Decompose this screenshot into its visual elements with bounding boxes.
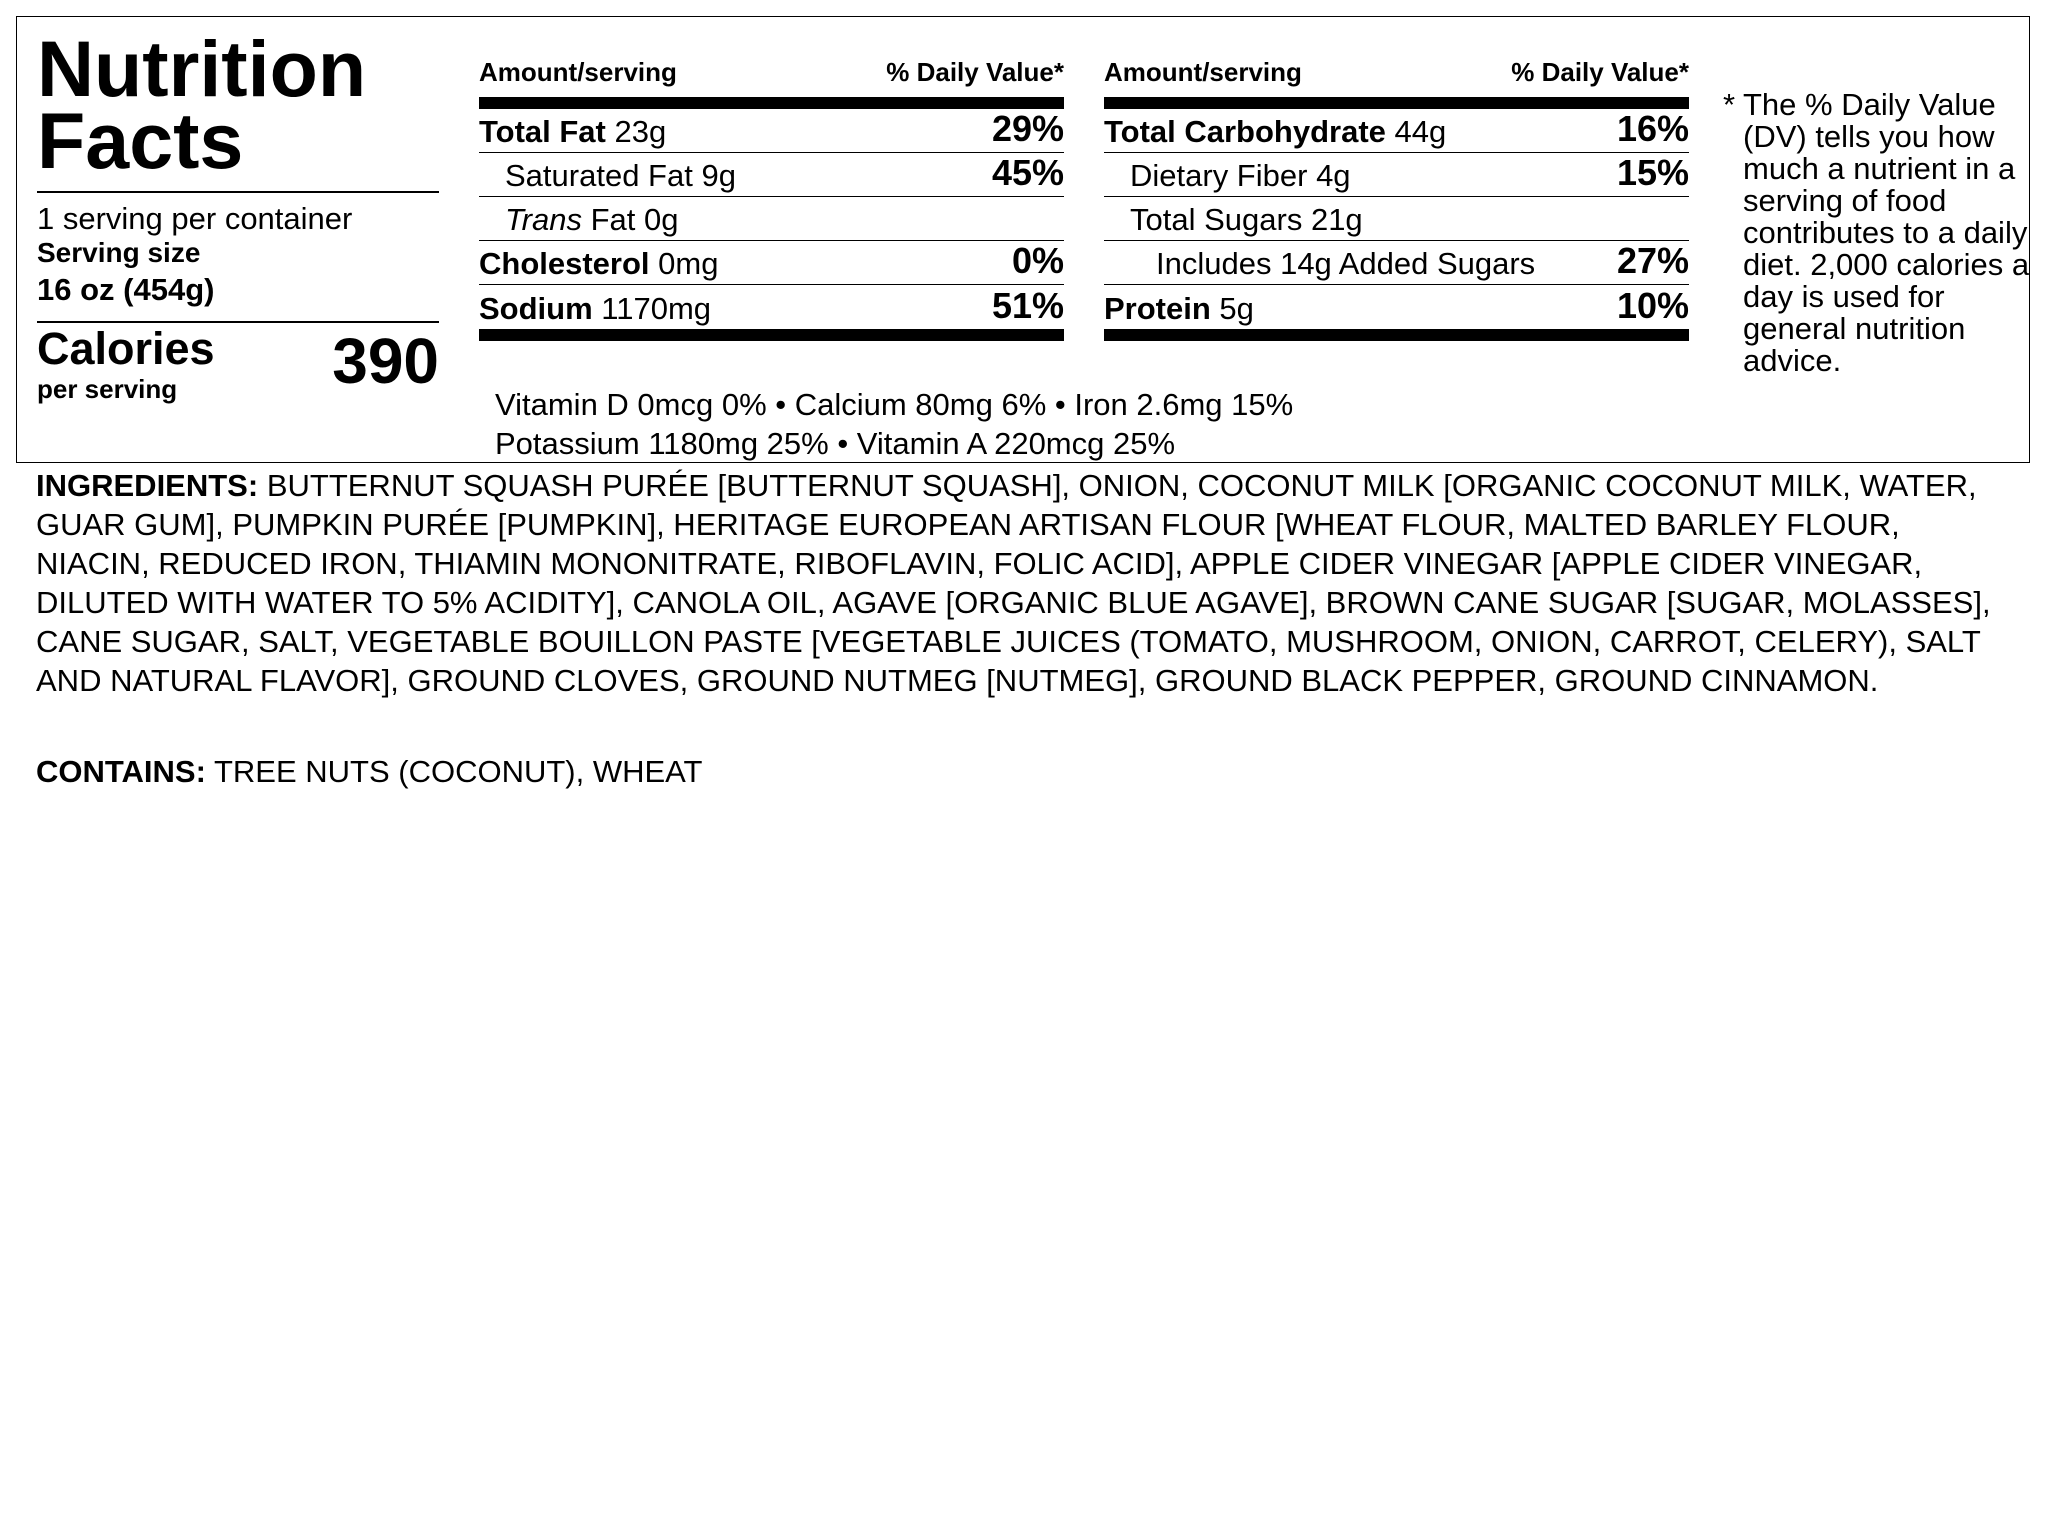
vitamins-line-2: Potassium 1180mg 25% • Vitamin A 220mcg 25% [495,426,1176,461]
nutrient-row-trans-fat [479,197,1064,241]
ingredients-label: INGREDIENTS: [36,468,259,503]
daily-value-header: % Daily Value* [1511,57,1689,87]
thick-bar [1104,329,1689,341]
nutrition-label [16,16,2030,463]
nutrient-dv: 16% [1616,108,1689,149]
nutrient-row-saturated-fat [479,153,1064,197]
nutrient-name-italic: Trans [505,202,582,237]
vitamins-minerals [495,385,1395,463]
nutrient-column-left [479,57,1064,341]
calories-value: 390 [332,325,439,397]
servings-per-container: 1 serving per container [37,201,353,236]
thick-bar [479,329,1064,341]
footnote-text: The % Daily Value (DV) tells you how much a nutrient in a serving of food contributes to a daily diet. 2,000 calories a day is used for general nutrition advice. [1743,87,2030,378]
nutrient-amount: 21g [1310,202,1363,237]
title-line-2: Facts [37,96,244,185]
thick-bar [479,97,1064,109]
nutrient-amount: 0mg [658,246,719,281]
amount-serving-header: Amount/serving [479,57,677,87]
nutrient-amount: 4g [1316,158,1351,193]
serving-size-label: Serving size [37,237,201,268]
nutrient-name: Total Fat [479,114,606,149]
ingredients-statement [36,466,2016,700]
nutrient-name: Cholesterol [479,246,650,281]
footnote-asterisk: * [1723,87,1736,122]
allergen-statement [36,752,2016,791]
nutrient-name: Total Carbohydrate [1104,114,1386,149]
nutrient-row-cholesterol [479,241,1064,285]
nutrient-name: Sodium [479,291,593,326]
serving-size-value: 16 oz (454g) [37,272,215,307]
calories-label: Calories [37,323,215,374]
nutrient-dv: 0% [1011,240,1064,281]
nutrient-row-dietary-fiber [1104,153,1689,197]
nutrient-dv: 51% [991,285,1064,326]
vitamins-line-1: Vitamin D 0mcg 0% • Calcium 80mg 6% • Iron 2.6mg 15% [495,387,1294,422]
nutrient-amount: 0g [644,202,679,237]
nutrient-row-total-carbohydrate [1104,109,1689,153]
nutrient-row-total-fat [479,109,1064,153]
title-line-1: Nutrition [37,24,367,113]
nutrient-name: Saturated Fat [505,158,693,193]
nutrient-amount: 9g [701,158,736,193]
nutrient-amount: 23g [614,114,667,149]
column-header [479,57,1064,97]
nutrient-name: Dietary Fiber [1130,158,1308,193]
nutrient-row-total-sugars [1104,197,1689,241]
contains-text: TREE NUTS (COCONUT), WHEAT [213,754,703,789]
nutrient-name: Protein [1104,291,1211,326]
nutrient-row-added-sugars [1104,241,1689,285]
nutrient-row-protein [1104,285,1689,329]
amount-serving-header: Amount/serving [1104,57,1302,87]
thick-bar [1104,97,1689,109]
nutrient-dv: 10% [1616,285,1689,326]
calories-per-serving: per serving [37,374,178,404]
nutrient-amount: 44g [1394,114,1447,149]
nutrient-column-right [1104,57,1689,341]
ingredients-text: BUTTERNUT SQUASH PURÉE [BUTTERNUT SQUASH], ONION, COCONUT MILK [ORGANIC COCONUT MILK, WATER, GUAR GUM], PUMPKIN PURÉE [PUMPKIN], HERITAGE EUROPEAN ARTISAN FLOUR [WHEAT FLOUR, MALTED BARLEY FLOUR, NIACIN, REDUCED IRON, THIAMIN MONONITRATE, RIBOFLAVIN, FOLIC ACID], APPLE CIDER VINEGAR [APPLE CIDER VINEGAR, DILUTED WITH WATER TO 5% ACIDITY], CANOLA OIL, AGAVE [ORGANIC BLUE AGAVE], BROWN CANE SUGAR [SUGAR, MOLASSES], CANE SUGAR, SALT, VEGETABLE BOUILLON PASTE [VEGETABLE JUICES (TOMATO, MUSHROOM, ONION, CARROT, CELERY), SALT AND NATURAL FLAVOR], GROUND CLOVES, GROUND NUTMEG [NUTMEG], GROUND BLACK PEPPER, GROUND CINNAMON. [36,468,1991,698]
divider [37,191,439,193]
nutrient-row-sodium [479,285,1064,329]
daily-value-header: % Daily Value* [886,57,1064,87]
label-title [37,24,457,185]
nutrient-dv: 27% [1616,240,1689,281]
nutrient-name: Total Sugars [1130,202,1303,237]
column-header [1104,57,1689,97]
nutrient-dv: 29% [991,108,1064,149]
nutrient-dv: 45% [991,152,1064,193]
nutrient-name: Includes 14g Added Sugars [1156,246,1536,281]
nutrient-dv: 15% [1616,152,1689,193]
nutrient-name: Fat [590,202,636,237]
nutrient-amount: 5g [1219,291,1254,326]
nutrient-amount: 1170mg [601,291,712,326]
contains-label: CONTAINS: [36,754,206,789]
